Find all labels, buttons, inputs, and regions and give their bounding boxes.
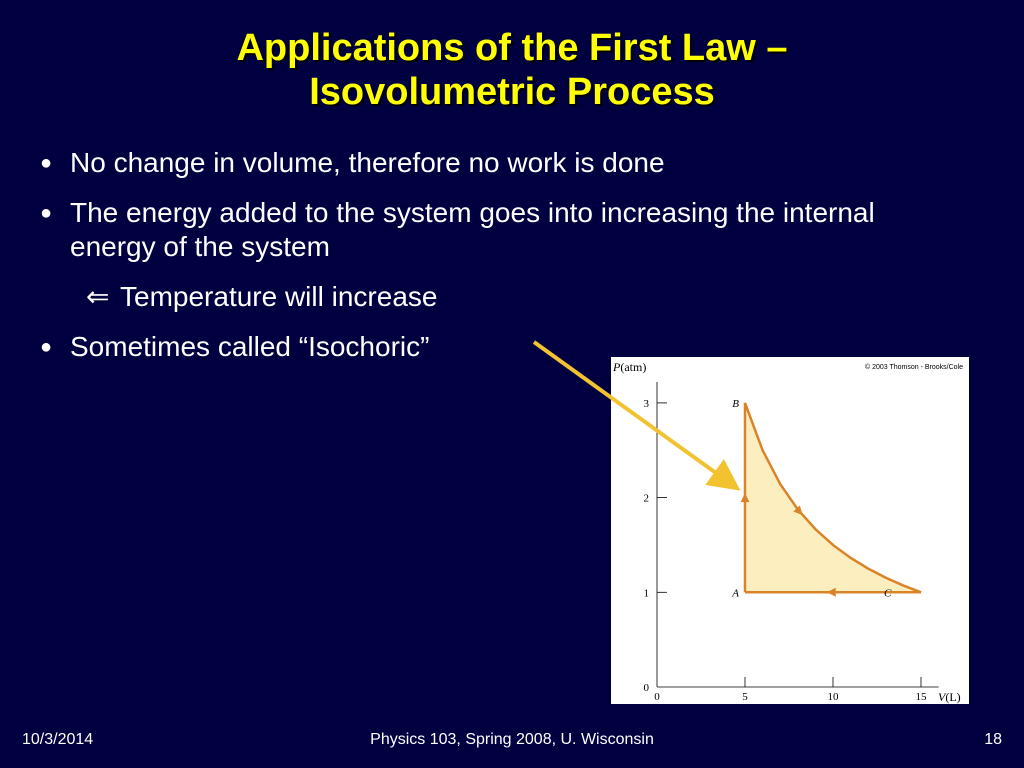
bullet-dot-icon: ● (40, 336, 53, 358)
y-tick-label: 1 (643, 587, 649, 600)
footer-date: 10/3/2014 (22, 731, 94, 748)
point-label-b: B (732, 397, 739, 410)
bullet-dot-icon: ● (40, 202, 53, 224)
point-label-c: C (884, 587, 892, 600)
y-tick-label: 2 (643, 492, 649, 505)
x-tick-label: 5 (742, 691, 748, 703)
bullet-dot-icon: ● (40, 152, 53, 174)
y-tick-label: 0 (643, 682, 649, 694)
footer-page-number: 18 (984, 731, 1002, 748)
y-tick-label: 3 (643, 397, 649, 410)
x-axis-label-unit: (L) (945, 690, 961, 704)
left-arrow-icon: ⇐ (86, 281, 110, 312)
y-axis-label-unit: (atm) (620, 360, 647, 374)
title-line-1: Applications of the First Law – (236, 27, 788, 69)
x-tick-label: 10 (827, 691, 839, 703)
y-axis-label-var: P (613, 360, 621, 374)
bullet-text: No change in volume, therefore no work is done (70, 147, 665, 178)
x-tick-label: 0 (654, 691, 660, 703)
sub-bullet-text: Temperature will increase (120, 281, 438, 312)
point-label-a: A (732, 587, 739, 600)
bullet-text: The energy added to the system goes into increasing the internal energy of the system (70, 197, 875, 262)
x-axis-label-var: V (938, 690, 946, 704)
footer-course: Physics 103, Spring 2008, U. Wisconsin (370, 731, 654, 748)
copyright-text: © 2003 Thomson - Brooks/Cole (864, 364, 963, 371)
x-tick-label: 15 (915, 691, 927, 703)
pointer-arrow-line (534, 342, 734, 486)
bullet-text: Sometimes called “Isochoric” (70, 331, 430, 362)
title-line-2: Isovolumetric Process (309, 71, 715, 113)
